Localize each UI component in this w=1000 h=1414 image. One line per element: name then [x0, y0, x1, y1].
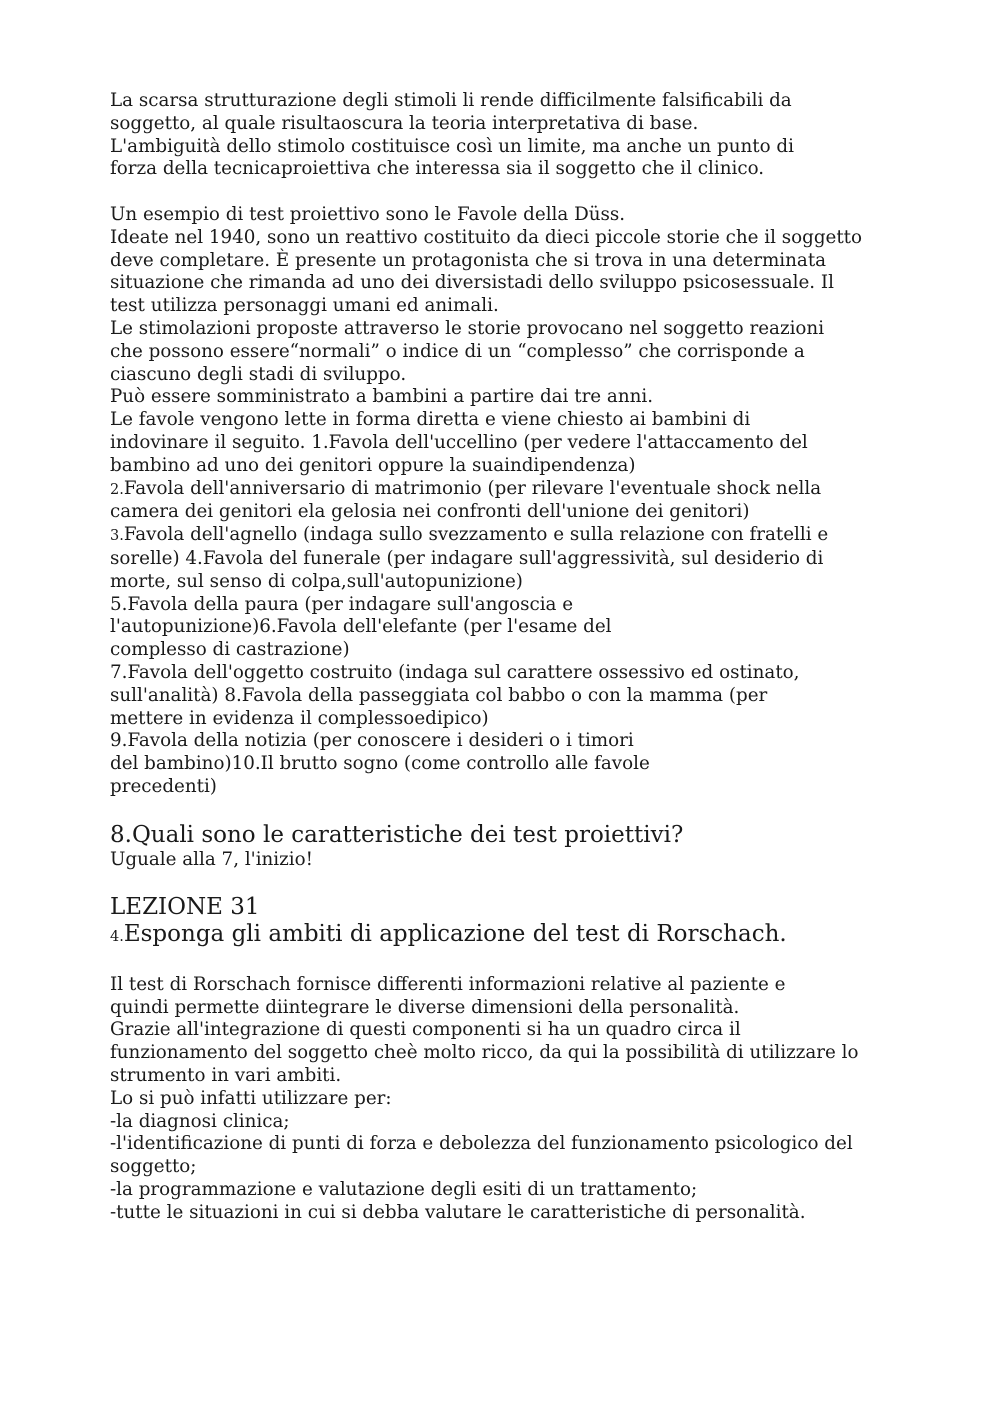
question-number: 4. — [110, 929, 124, 946]
text-line: indovinare il seguito. 1.Favola dell'uccellino (per vedere l'attaccamento del — [110, 431, 808, 453]
text-line: sull'analità) 8.Favola della passeggiata col babbo o con la mamma (per — [110, 684, 768, 706]
text-line: bambino ad uno dei genitori oppure la suaindipendenza) — [110, 454, 636, 476]
text-line: mettere in evidenza il complessoedipico) — [110, 707, 489, 729]
list-item: -la programmazione e valutazione degli esiti di un trattamento; — [110, 1179, 698, 1201]
text-line: Le stimolazioni proposte attraverso le storie provocano nel soggetto reazioni — [110, 317, 825, 339]
text-line: Il test di Rorschach fornisce differenti informazioni relative al paziente e — [110, 973, 786, 995]
text-line: strumento in vari ambiti. — [110, 1065, 342, 1087]
text-line: 9.Favola della notizia (per conoscere i desideri o i timori — [110, 730, 634, 752]
text-line: forza della tecnicaproiettiva che interessa sia il soggetto che il clinico. — [110, 158, 765, 180]
text-line: Le favole vengono lette in forma diretta e viene chiesto ai bambini di — [110, 409, 751, 431]
text-line — [110, 524, 900, 548]
text-line: ciascuno degli stadi di sviluppo. — [110, 363, 407, 385]
text-line: Un esempio di test proiettivo sono le Favole della Düss. — [110, 203, 626, 225]
paragraph-duss-fables — [110, 204, 900, 799]
text-line: morte, sul senso di colpa,sull'autopunizione) — [110, 570, 523, 592]
text-line: 7.Favola dell'oggetto costruito (indaga sul carattere ossessivo ed ostinato, — [110, 661, 800, 683]
text-line: sorelle) 4.Favola del funerale (per indagare sull'aggressività, sul desiderio di — [110, 547, 824, 569]
text-line: 5.Favola della paura (per indagare sull'angoscia e — [110, 593, 574, 615]
list-text: Favola dell'agnello (indaga sullo svezzamento e sulla relazione con fratelli e — [123, 524, 829, 546]
text-line: Può essere somministrato a bambini a partire dai tre anni. — [110, 386, 654, 408]
document-page — [110, 90, 900, 1225]
text-line: precedenti) — [110, 775, 217, 797]
paragraph-stimulus-ambiguity — [110, 90, 900, 181]
text-line: Lo si può infatti utilizzare per: — [110, 1087, 392, 1109]
text-line: che possono essere“normali” o indice di un “complesso” che corrisponde a — [110, 340, 805, 362]
list-text: Favola dell'anniversario di matrimonio (per rilevare l'eventuale shock nella — [123, 477, 822, 499]
lesson-title: LEZIONE 31 — [110, 894, 260, 921]
list-item: -la diagnosi clinica; — [110, 1110, 290, 1132]
question-heading — [110, 921, 900, 951]
question-text: Esponga gli ambiti di applicazione del test di Rorschach. — [123, 921, 787, 948]
text-line: soggetto, al quale risultaoscura la teoria interpretativa di base. — [110, 112, 699, 134]
text-line: deve completare. È presente un protagonista che si trova in una determinata — [110, 249, 827, 271]
question-heading: 8.Quali sono le caratteristiche dei test proiettivi? — [110, 821, 684, 848]
text-line: test utilizza personaggi umani ed animali. — [110, 295, 499, 317]
question-8 — [110, 822, 900, 872]
text-line: quindi permette diintegrare le diverse dimensioni della personalità. — [110, 996, 740, 1018]
text-line: camera dei genitori ela gelosia nei confronti dell'unione dei genitori) — [110, 501, 750, 523]
list-item: soggetto; — [110, 1156, 197, 1178]
paragraph-rorschach — [110, 974, 900, 1225]
text-line: L'ambiguità dello stimolo costituisce così un limite, ma anche un punto di — [110, 135, 794, 157]
text-line — [110, 478, 900, 502]
text-line: del bambino)10.Il brutto sogno (come controllo alle favole — [110, 753, 650, 775]
text-line: Grazie all'integrazione di questi componenti si ha un quadro circa il — [110, 1019, 741, 1041]
list-number: 2. — [110, 481, 124, 498]
text-line: situazione che rimanda ad uno dei diversistadi dello sviluppo psicosessuale. Il — [110, 272, 834, 294]
text-line: La scarsa strutturazione degli stimoli li rende difficilmente falsificabili da — [110, 90, 792, 111]
text-line: complesso di castrazione) — [110, 639, 350, 661]
text-line: Ideate nel 1940, sono un reattivo costituito da dieci piccole storie che il soggetto — [110, 226, 863, 248]
list-item: -tutte le situazioni in cui si debba valutare le caratteristiche di personalità. — [110, 1201, 806, 1223]
lesson-31-section — [110, 894, 900, 951]
text-line: l'autopunizione)6.Favola dell'elefante (per l'esame del — [110, 616, 612, 638]
list-item: -l'identificazione di punti di forza e debolezza del funzionamento psicologico del — [110, 1133, 853, 1155]
answer-text: Uguale alla 7, l'inizio! — [110, 848, 313, 870]
list-number: 3. — [110, 528, 124, 545]
text-line: funzionamento del soggetto cheè molto ricco, da qui la possibilità di utilizzare lo — [110, 1042, 859, 1064]
